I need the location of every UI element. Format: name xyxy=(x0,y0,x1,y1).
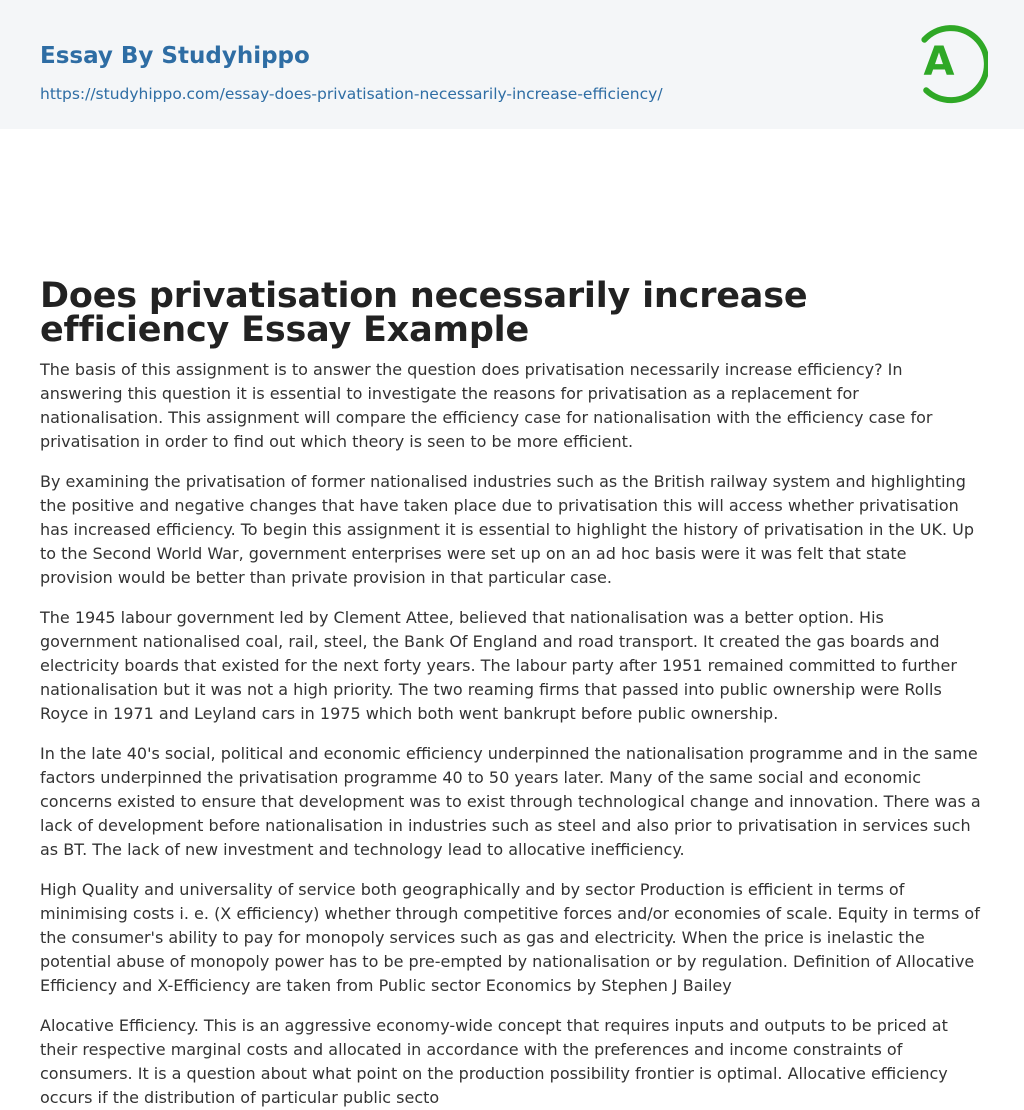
paragraph: High Quality and universality of service both geographically and by sector Production is efficient in terms of minimising costs i. e. (X efficiency) whether through competitive forces and/or economies of scale. Equity in terms of the consumer's ability to pay for monopoly services such as gas and electricity. When the price is inelastic the potential abuse of monopoly power has to be pre-empted by nationalisation or by regulation. Definition of Allocative Efficiency and X-Efficiency are taken from Public sector Economics by Stephen J Bailey xyxy=(40,880,980,995)
logo-letter: A xyxy=(923,39,955,85)
article-paragraphs xyxy=(40,358,984,1110)
site-header xyxy=(0,0,1024,129)
article-url-link[interactable]: https://studyhippo.com/essay-does-privatisation-necessarily-increase-efficiency/ xyxy=(40,85,663,103)
studyhippo-logo-icon[interactable] xyxy=(912,18,988,106)
article-body xyxy=(0,129,1024,1110)
page-title: Does privatisation necessarily increase efficiency Essay Example xyxy=(40,276,808,350)
paragraph: Alocative Efficiency. This is an aggressive economy-wide concept that requires inputs and outputs to be priced at their respective marginal costs and allocated in accordance with the preferences and income constraints of consumers. It is a question about what point on the production possibility frontier is optimal. Allocative efficiency occurs if the distribution of particular public secto xyxy=(40,1016,948,1107)
paragraph: The 1945 labour government led by Clement Attee, believed that nationalisation was a better option. His government nationalised coal, rail, steel, the Bank Of England and road transport. It created the gas boards and electricity boards that existed for the next forty years. The labour party after 1951 remained committed to further nationalisation but it was not a high priority. The two reaming firms that passed into public ownership were Rolls Royce in 1971 and Leyland cars in 1975 which both went bankrupt before public ownership. xyxy=(40,608,957,723)
site-title[interactable]: Essay By Studyhippo xyxy=(40,43,310,69)
paragraph: In the late 40's social, political and economic efficiency underpinned the nationalisation programme and in the same factors underpinned the privatisation programme 40 to 50 years later. Many of the same social and economic concerns existed to ensure that development was to exist through technological change and innovation. There was a lack of development before nationalisation in industries such as steel and also prior to privatisation in services such as BT. The lack of new investment and technology lead to allocative inefficiency. xyxy=(40,744,981,859)
paragraph: The basis of this assignment is to answer the question does privatisation necessarily increase efficiency? In answering this question it is essential to investigate the reasons for privatisation as a replacement for nationalisation. This assignment will compare the efficiency case for nationalisation with the efficiency case for privatisation in order to find out which theory is seen to be more efficient. xyxy=(40,360,933,451)
paragraph: By examining the privatisation of former nationalised industries such as the British railway system and highlighting the positive and negative changes that have taken place due to privatisation this will access whether privatisation has increased efficiency. To begin this assignment it is essential to highlight the history of privatisation in the UK. Up to the Second World War, government enterprises were set up on an ad hoc basis were it was felt that state provision would be better than private provision in that particular case. xyxy=(40,472,975,587)
